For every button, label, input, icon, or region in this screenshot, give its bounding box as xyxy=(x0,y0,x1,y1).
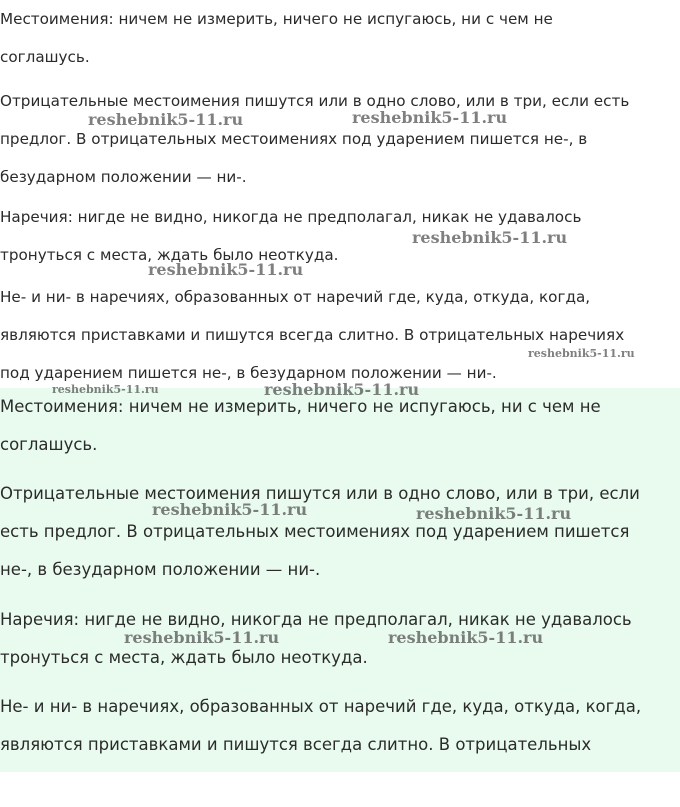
text-line: соглашусь. xyxy=(0,435,98,454)
watermark: reshebnik5-11.ru xyxy=(264,380,420,399)
watermark: reshebnik5-11.ru xyxy=(52,383,159,396)
text-line: безударном положении — ни-. xyxy=(0,168,247,186)
text-line: являются приставками и пишутся всегда слитно. В отрицательных наречиях xyxy=(0,326,625,344)
text-line: тронуться с места, ждать было неоткуда. xyxy=(0,246,339,264)
watermark: reshebnik5-11.ru xyxy=(416,504,572,523)
watermark: reshebnik5-11.ru xyxy=(88,110,244,129)
watermark: reshebnik5-11.ru xyxy=(412,228,568,247)
text-line: Отрицательные местоимения пишутся или в одно слово, или в три, если есть xyxy=(0,92,630,110)
text-line: Не- и ни- в наречиях, образованных от наречий где, куда, откуда, когда, xyxy=(0,288,591,306)
paragraph-pronouns-examples xyxy=(0,388,601,464)
paragraph-adverbs-examples xyxy=(0,198,581,274)
paragraph-adverbs-rule xyxy=(0,688,641,764)
text-line: под ударением пишется не-, в безударном положении — ни-. xyxy=(0,364,497,382)
paragraph-pronouns-rule xyxy=(0,475,640,589)
paragraph-adverbs-rule xyxy=(0,278,624,392)
bottom-text-block xyxy=(0,388,680,772)
watermark: reshebnik5-11.ru xyxy=(388,628,544,647)
paragraph-pronouns-rule xyxy=(0,82,629,196)
paragraph-pronouns-examples xyxy=(0,0,553,76)
watermark: reshebnik5-11.ru xyxy=(124,628,280,647)
watermark: reshebnik5-11.ru xyxy=(528,347,635,360)
top-text-block xyxy=(0,0,680,388)
text-line: Наречия: нигде не видно, никогда не предполагал, никак не удавалось xyxy=(0,610,632,629)
text-line: предлог. В отрицательных местоимениях под ударением пишется не-, в xyxy=(0,130,588,148)
text-line: не-, в безударном положении — ни-. xyxy=(0,560,321,579)
text-line: Местоимения: ничем не измерить, ничего не испугаюсь, ни с чем не xyxy=(0,397,601,416)
text-line: Не- и ни- в наречиях, образованных от наречий где, куда, откуда, когда, xyxy=(0,697,642,716)
text-line: Местоимения: ничем не измерить, ничего не испугаюсь, ни с чем не xyxy=(0,10,553,28)
paragraph-adverbs-examples xyxy=(0,601,632,677)
text-line: Отрицательные местоимения пишутся или в одно слово, или в три, если xyxy=(0,484,640,503)
text-line: соглашусь. xyxy=(0,48,90,66)
text-line: тронуться с места, ждать было неоткуда. xyxy=(0,648,368,667)
text-line: Наречия: нигде не видно, никогда не предполагал, никак не удавалось xyxy=(0,208,582,226)
text-line: являются приставками и пишутся всегда слитно. В отрицательных xyxy=(0,735,592,754)
watermark: reshebnik5-11.ru xyxy=(152,500,308,519)
watermark: reshebnik5-11.ru xyxy=(352,108,508,127)
text-line: есть предлог. В отрицательных местоимениях под ударением пишется xyxy=(0,522,630,541)
watermark: reshebnik5-11.ru xyxy=(148,260,304,279)
